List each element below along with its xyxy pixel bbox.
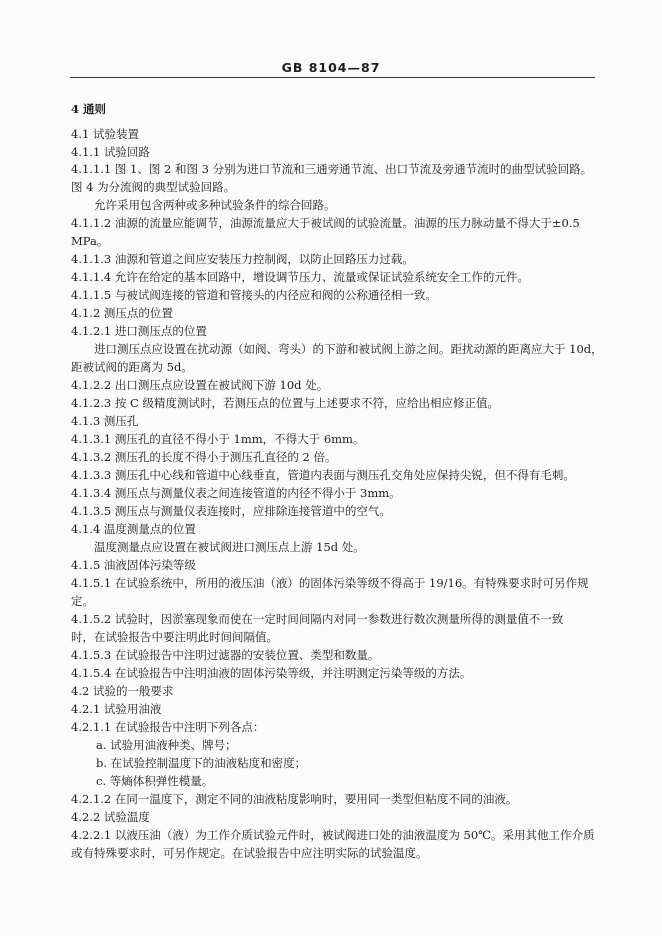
paragraph-text: 进口测压点应设置在扰动源（如阀、弯头）的下游和被试阀上游之间。距扰动源的距离应大于 10d，	[94, 342, 603, 356]
clause-text: 4.1.1.5 与被试阀连接的管道和管接头的内径应和阀的公称通径相一致。	[71, 288, 437, 302]
clause-heading: 4.1.2.1 进口测压点的位置	[71, 324, 207, 338]
subsection-heading: 4.1.3 测压孔	[71, 414, 139, 428]
paragraph-text: 温度测量点应设置在被试阀进口测压点上游 15d 处。	[94, 540, 365, 554]
list-item: b. 在试验控制温度下的油液粘度和密度；	[96, 756, 307, 770]
clause-text: 4.1.5.4 在试验报告中注明油液的固体污染等级，并注明测定污染等级的方法。	[71, 666, 472, 680]
clause-text: 4.1.5.3 在试验报告中注明过滤器的安装位置、类型和数量。	[71, 648, 380, 662]
header-rule	[70, 77, 595, 78]
clause-text: 4.1.1.4 允许在给定的基本回路中，增设调节压力、流量或保证试验系统安全工作的元件。	[71, 270, 529, 284]
subsection-heading: 4.1.2 测压点的位置	[71, 306, 173, 320]
clause-text-cont: 或有特殊要求时，可另作规定。在试验报告中应注明实际的试验温度。	[71, 846, 428, 860]
clause-text: 4.1.1.3 油源和管道之间应安装压力控制阀，以防止回路压力过载。	[71, 252, 414, 266]
clause-heading: 4.1.1 试验回路	[71, 145, 150, 159]
clause-heading: 4.2.2 试验温度	[71, 810, 150, 824]
clause-text: 4.1.1.2 油源的流量应能调节，油源流量应大于被试阀的试验流量。油源的压力脉动量不得大于±0.5	[71, 216, 580, 230]
clause-text: 4.1.2.3 按 C 级精度测试时，若测压点的位置与上述要求不符，应给出相应修正值。	[71, 396, 499, 410]
clause-heading: 4.2.1 试验用油液	[71, 702, 162, 716]
clause-text-cont: 时，在试验报告中要注明此时间间隔值。	[71, 630, 278, 644]
clause-text-cont: MPa。	[71, 234, 109, 248]
subsection-heading: 4.1.5 油液固体污染等级	[71, 558, 196, 572]
clause-text: 4.1.3.2 测压孔的长度不得小于测压孔直径的 2 倍。	[71, 450, 337, 464]
subsection-heading: 4.1.4 温度测量点的位置	[71, 522, 196, 536]
clause-text: 4.2.2.1 以液压油（液）为工作介质试验元件时，被试阀进口处的油液温度为 50℃。采用其他工作介质	[71, 828, 595, 842]
subsection-heading: 4.1 试验装置	[71, 127, 139, 141]
clause-text-cont: 定。	[71, 594, 94, 608]
clause-text: 4.2.1.2 在同一温度下，测定不同的油液粘度影响时，要用同一类型但粘度不同的油液。	[71, 792, 518, 806]
clause-text: 4.1.3.5 测压点与测量仪表连接时，应排除连接管道中的空气。	[71, 504, 391, 518]
section-heading: 4 通则	[71, 102, 107, 116]
clause-text: 4.2.1.1 在试验报告中注明下列各点：	[71, 720, 265, 734]
list-item: a. 试验用油液种类、牌号；	[96, 738, 237, 752]
clause-text: 4.1.2.2 出口测压点应设置在被试阀下游 10d 处。	[71, 378, 329, 392]
list-item: c. 等熵体积弹性模量。	[96, 774, 214, 788]
clause-text: 4.1.5.2 试验时，因淤塞现象而使在一定时间间隔内对同一参数进行数次测量所得的测量值不一致	[71, 612, 564, 626]
clause-text: 4.1.5.1 在试验系统中，所用的液压油（液）的固体污染等级不得高于 19/16。有特殊要求时可另作规	[71, 576, 589, 590]
subsection-heading: 4.2 试验的一般要求	[71, 684, 174, 698]
clause-text-cont: 图 4 为分流阀的典型试验回路。	[71, 180, 236, 194]
clause-text: 4.1.1.1 图 1、图 2 和图 3 分别为进口节流和三通旁通节流、出口节流及旁通节流时的曲型试验回路。	[71, 162, 593, 176]
clause-text: 4.1.3.1 测压孔的直径不得小于 1mm，不得大于 6mm。	[71, 432, 365, 446]
clause-text: 4.1.3.3 测压孔中心线和管道中心线垂直，管道内表面与测压孔交角处应保持尖锐，但不得有毛刺。	[71, 468, 575, 482]
paragraph-text: 允许采用包含两种或多种试验条件的综合回路。	[94, 198, 336, 212]
clause-text: 4.1.3.4 测压点与测量仪表之间连接管道的内径不得小于 3mm。	[71, 486, 401, 500]
paragraph-text-cont: 距被试阀的距离为 5d。	[71, 360, 193, 374]
standard-code-header: GB 8104—87	[281, 60, 381, 75]
